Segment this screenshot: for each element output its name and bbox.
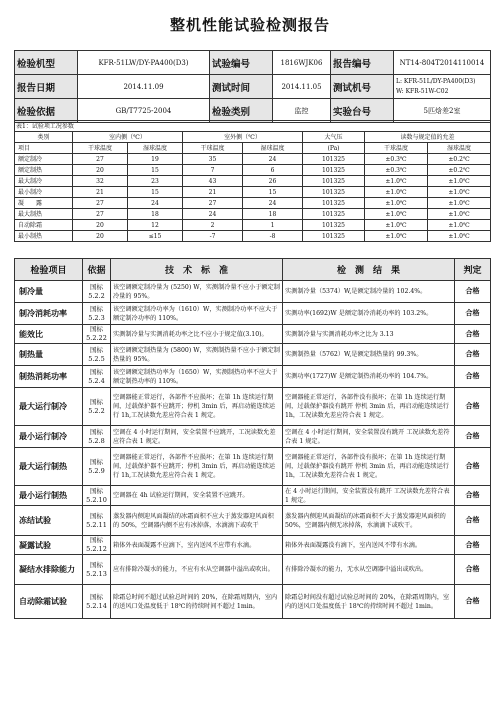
conditions-cell-out-dry: 24 bbox=[183, 209, 243, 220]
conditions-cell-pressure: 101325 bbox=[303, 187, 365, 198]
conditions-cell-name: 最小制冷 bbox=[15, 187, 73, 198]
conditions-cell-in-dry: 27 bbox=[73, 198, 128, 209]
result-standard: 实测制冷量与实测消耗功率之比不应小于规定值(3.10)。 bbox=[111, 325, 283, 344]
result-row bbox=[15, 486, 491, 506]
result-value: 有排除冷凝水的能力，无水从空调器中溢出或吹出。 bbox=[283, 555, 455, 585]
conditions-cell-name: 凝 露 bbox=[15, 198, 73, 209]
result-verdict: 合格 bbox=[455, 303, 491, 325]
conditions-cell-out-wet: 24 bbox=[243, 198, 303, 209]
conditions-cell-out-dry: 2 bbox=[183, 220, 243, 231]
conditions-cell-out-dry: -7 bbox=[183, 231, 243, 242]
model-label: 检验机型 bbox=[15, 51, 78, 75]
conditions-cell-tol-dry: ±0.3℃ bbox=[365, 165, 428, 176]
category-label: 检验类别 bbox=[210, 99, 273, 123]
conditions-cell-name: 最大制热 bbox=[15, 209, 73, 220]
basis-label: 检验依据 bbox=[15, 99, 78, 123]
conditions-col-tolerance: 读数与规定值的允差 bbox=[365, 132, 491, 143]
test-date-label: 测试时间 bbox=[210, 75, 273, 99]
conditions-cell-in-dry: 21 bbox=[73, 187, 128, 198]
conditions-cell-in-wet: ≤15 bbox=[128, 231, 183, 242]
result-value: 实测功率(1727)W 是额定制热消耗功率的 104.7%。 bbox=[283, 366, 455, 388]
result-basis: 国标 5.2.8 bbox=[83, 426, 111, 448]
conditions-cell-in-wet: 24 bbox=[128, 198, 183, 209]
conditions-cell-tol-dry: ±1.0℃ bbox=[365, 176, 428, 187]
result-standard: 空调器在 4h 试验运行期间，安全装置不应跳开。 bbox=[111, 486, 283, 506]
conditions-cell-in-dry: 20 bbox=[73, 220, 128, 231]
result-item: 制热消耗功率 bbox=[15, 366, 83, 388]
conditions-cell-name: 最小制热 bbox=[15, 231, 73, 242]
result-verdict: 合格 bbox=[455, 344, 491, 366]
result-row bbox=[15, 325, 491, 344]
results-col-standard: 技 术 标 准 bbox=[111, 259, 283, 281]
test-unit-indoor: L: KFR-51L/DY-PA400(D3) bbox=[396, 77, 476, 85]
conditions-cell-pressure: 101325 bbox=[303, 165, 365, 176]
result-value: 空调器能正常运行，各部件没有损坏；在第 1h 连续运行期间，过载保护器没有跳开 停机 3min 后，再启动能连续运行 1h，工况读数允差应符合表 1 规定。 bbox=[283, 388, 455, 426]
report-info-table bbox=[14, 50, 491, 123]
result-standard: 该空调额定制热功率为（1650）W，实测制热功率不应大于额定制热功率的 110%。 bbox=[111, 366, 283, 388]
conditions-caption: 表1：试验项工况参数 bbox=[15, 121, 491, 132]
result-row bbox=[15, 506, 491, 536]
result-row bbox=[15, 388, 491, 426]
conditions-cell-pressure: 101325 bbox=[303, 220, 365, 231]
conditions-cell-in-dry: 27 bbox=[73, 154, 128, 165]
conditions-cell-name: 额定制冷 bbox=[15, 154, 73, 165]
result-basis: 国标 5.2.9 bbox=[83, 448, 111, 486]
conditions-body bbox=[15, 154, 491, 242]
lab-label: 实验台号 bbox=[331, 99, 394, 123]
result-basis: 国标 5.2.13 bbox=[83, 555, 111, 585]
conditions-row bbox=[15, 231, 491, 242]
result-value: 实测制热量（5762）W,是额定制热量的 99.3%。 bbox=[283, 344, 455, 366]
result-row bbox=[15, 448, 491, 486]
conditions-cell-in-wet: 23 bbox=[128, 176, 183, 187]
result-row bbox=[15, 366, 491, 388]
conditions-col-item: 项目 bbox=[15, 143, 73, 154]
basis-value: GB/T7725-2004 bbox=[78, 99, 210, 123]
result-basis: 国标 5.2.12 bbox=[83, 536, 111, 555]
conditions-cell-pressure: 101325 bbox=[303, 209, 365, 220]
report-no-value: NT14-804T2014110014 bbox=[394, 51, 491, 75]
result-verdict: 合格 bbox=[455, 448, 491, 486]
result-basis: 国标 5.2.10 bbox=[83, 486, 111, 506]
test-date-value: 2014.11.05 bbox=[273, 75, 331, 99]
result-value: 在 4 小时运行期间，安全装置没有跳开 工况读数允差符合表 1 规定。 bbox=[283, 486, 455, 506]
conditions-cell-in-dry: 32 bbox=[73, 176, 128, 187]
result-item: 凝露试验 bbox=[15, 536, 83, 555]
conditions-row bbox=[15, 198, 491, 209]
indoor-dry-header: 干球温度 bbox=[73, 143, 128, 154]
conditions-cell-name: 额定制热 bbox=[15, 165, 73, 176]
conditions-cell-out-wet: 18 bbox=[243, 209, 303, 220]
result-item: 最大运行制热 bbox=[15, 448, 83, 486]
result-value: 箱体外表面凝露没有滴下，室内送风不带有水滴。 bbox=[283, 536, 455, 555]
conditions-table bbox=[14, 120, 491, 242]
result-basis: 国标 5.2.5 bbox=[83, 344, 111, 366]
result-basis: 国标 5.2.22 bbox=[83, 325, 111, 344]
conditions-cell-out-dry: 35 bbox=[183, 154, 243, 165]
conditions-cell-tol-wet: ±1.0℃ bbox=[428, 187, 491, 198]
results-col-basis: 依据 bbox=[83, 259, 111, 281]
report-no-label: 报告编号 bbox=[331, 51, 394, 75]
conditions-row bbox=[15, 154, 491, 165]
result-basis: 国标 5.2.2 bbox=[83, 388, 111, 426]
conditions-cell-in-wet: 18 bbox=[128, 209, 183, 220]
result-row bbox=[15, 555, 491, 585]
result-standard: 应有排除冷凝水的能力，不应有水从空调器中溢出或吹出。 bbox=[111, 555, 283, 585]
result-verdict: 合格 bbox=[455, 325, 491, 344]
outdoor-wet-header: 湿球温度 bbox=[243, 143, 303, 154]
result-standard: 空调在 4 小时运行期间，安全装置不应跳开，工况读数允差应符合表 1 规定。 bbox=[111, 426, 283, 448]
result-value: 实测制冷量与实测消耗功率之比为 3.13 bbox=[283, 325, 455, 344]
result-item: 最小运行制热 bbox=[15, 486, 83, 506]
conditions-cell-out-dry: 21 bbox=[183, 187, 243, 198]
result-item: 冻结试验 bbox=[15, 506, 83, 536]
result-basis: 国标 5.2.2 bbox=[83, 281, 111, 303]
conditions-col-outdoor: 室外侧（℃） bbox=[183, 132, 303, 143]
tolerance-dry-header: 干球温度 bbox=[365, 143, 428, 154]
conditions-cell-tol-wet: ±1.0℃ bbox=[428, 176, 491, 187]
test-no-value: 1816WJK06 bbox=[273, 51, 331, 75]
conditions-cell-name: 最大制冷 bbox=[15, 176, 73, 187]
conditions-cell-in-wet: 15 bbox=[128, 187, 183, 198]
result-basis: 国标 5.2.11 bbox=[83, 506, 111, 536]
results-col-verdict: 判定 bbox=[455, 259, 491, 281]
conditions-cell-pressure: 101325 bbox=[303, 176, 365, 187]
model-value: KFR-51LW/DY-PA400(D3) bbox=[78, 51, 210, 75]
conditions-cell-out-dry: 43 bbox=[183, 176, 243, 187]
lab-value: 5匹焓差2室 bbox=[394, 99, 491, 123]
conditions-cell-pressure: 101325 bbox=[303, 231, 365, 242]
result-verdict: 合格 bbox=[455, 426, 491, 448]
tolerance-wet-header: 湿球温度 bbox=[428, 143, 491, 154]
result-verdict: 合格 bbox=[455, 585, 491, 619]
result-item: 自动除霜试验 bbox=[15, 585, 83, 619]
result-standard: 除霜总时间不超过试验总时间的 20%，在除霜周期内，室内的送风口处温度低于 18℃的持续时间不超过 1min。 bbox=[111, 585, 283, 619]
result-row bbox=[15, 303, 491, 325]
report-title: 整机性能试验检测报告 bbox=[169, 16, 330, 34]
conditions-col-pressure: 大气压 bbox=[303, 132, 365, 143]
conditions-cell-tol-dry: ±1.0℃ bbox=[365, 209, 428, 220]
results-col-item: 检验项目 bbox=[15, 259, 83, 281]
conditions-cell-in-wet: 19 bbox=[128, 154, 183, 165]
result-item: 能效比 bbox=[15, 325, 83, 344]
result-standard: 空调器能正常运行，各部件不应损坏；在第 1h 连续运行期间，过载保护器不应跳开；停机 3min 后，再启动能连续运行 1h,工况读数允差应符合表 1 规定。 bbox=[111, 448, 283, 486]
conditions-cell-tol-wet: ±0.2℃ bbox=[428, 165, 491, 176]
conditions-cell-tol-dry: ±1.0℃ bbox=[365, 231, 428, 242]
result-standard: 蒸发器内侧迎风面凝结的冰霜面积不应大于蒸发器迎风面积的 50%，空调器内侧不应有冰掉落，水滴滴下或吹干 bbox=[111, 506, 283, 536]
result-item: 最小运行制冷 bbox=[15, 426, 83, 448]
conditions-cell-out-wet: 24 bbox=[243, 154, 303, 165]
conditions-cell-tol-wet: ±1.0℃ bbox=[428, 198, 491, 209]
conditions-row bbox=[15, 209, 491, 220]
result-item: 制冷量 bbox=[15, 281, 83, 303]
conditions-row bbox=[15, 165, 491, 176]
result-standard: 该空调额定制冷量为 (5250) W，实测制冷量不应小于额定制冷量的 95%。 bbox=[111, 281, 283, 303]
conditions-cell-out-dry: 7 bbox=[183, 165, 243, 176]
conditions-cell-name: 自动除霜 bbox=[15, 220, 73, 231]
conditions-col-indoor: 室内侧（℃） bbox=[73, 132, 183, 143]
conditions-cell-out-wet: 15 bbox=[243, 187, 303, 198]
results-table bbox=[14, 258, 491, 619]
result-row bbox=[15, 426, 491, 448]
conditions-cell-tol-dry: ±1.0℃ bbox=[365, 198, 428, 209]
conditions-cell-in-wet: 15 bbox=[128, 165, 183, 176]
result-verdict: 合格 bbox=[455, 555, 491, 585]
conditions-cell-tol-dry: ±1.0℃ bbox=[365, 220, 428, 231]
conditions-cell-tol-dry: ±1.0℃ bbox=[365, 187, 428, 198]
result-standard: 箱体外表面凝露不应滴下，室内送风不应带有水滴。 bbox=[111, 536, 283, 555]
result-item: 最大运行制冷 bbox=[15, 388, 83, 426]
result-value: 实测功率(1692)W 是额定制冷消耗功率的 103.2%。 bbox=[283, 303, 455, 325]
report-date-label: 报告日期 bbox=[15, 75, 78, 99]
result-row bbox=[15, 585, 491, 619]
conditions-cell-in-dry: 20 bbox=[73, 165, 128, 176]
conditions-cell-pressure: 101325 bbox=[303, 154, 365, 165]
conditions-cell-tol-wet: ±1.0℃ bbox=[428, 220, 491, 231]
conditions-cell-in-dry: 20 bbox=[73, 231, 128, 242]
report-date-value: 2014.11.09 bbox=[78, 75, 210, 99]
conditions-row bbox=[15, 176, 491, 187]
result-row bbox=[15, 281, 491, 303]
conditions-cell-tol-dry: ±0.3℃ bbox=[365, 154, 428, 165]
result-value: 实测制冷量（5374）W,是额定制冷量的 102.4%。 bbox=[283, 281, 455, 303]
result-item: 制热量 bbox=[15, 344, 83, 366]
result-value: 空调在 4 小时运行期间，安全装置没有跳开 工况读数允差符合表 1 规定。 bbox=[283, 426, 455, 448]
outdoor-dry-header: 干球温度 bbox=[183, 143, 243, 154]
test-unit-value bbox=[394, 75, 491, 99]
indoor-wet-header: 湿球温度 bbox=[128, 143, 183, 154]
test-unit-outdoor: W: KFR-51W-C02 bbox=[396, 87, 449, 95]
conditions-cell-tol-wet: ±1.0℃ bbox=[428, 209, 491, 220]
result-row bbox=[15, 536, 491, 555]
result-value: 空调器能正常运行，各部件没有损坏；在第 1h 连续运行期间，过载保护器没有跳开 停机 3min 后，再启动能连续运行 1h，工况读数允差符合表 1 规定。 bbox=[283, 448, 455, 486]
result-value: 除霜总时间没有超过试验总时间的 20%，在除霜周期内，室内的送风口处温度低于 18℃的持续时间不超过 1min。 bbox=[283, 585, 455, 619]
result-verdict: 合格 bbox=[455, 388, 491, 426]
result-item: 凝结水排除能力 bbox=[15, 555, 83, 585]
conditions-row bbox=[15, 187, 491, 198]
result-standard: 空调器能正常运行，各部件不应损坏；在第 1h 连续运行期间，过载保护器不应跳开；停机 3min 后，再启动能连续运行 1h,工况读数允差应符合表 1 规定。 bbox=[111, 388, 283, 426]
result-verdict: 合格 bbox=[455, 536, 491, 555]
result-basis: 国标 5.2.3 bbox=[83, 303, 111, 325]
result-item: 制冷消耗功率 bbox=[15, 303, 83, 325]
pressure-unit: (Pa) bbox=[303, 143, 365, 154]
conditions-cell-in-dry: 27 bbox=[73, 209, 128, 220]
conditions-cell-out-wet: 1 bbox=[243, 220, 303, 231]
conditions-cell-out-dry: 27 bbox=[183, 198, 243, 209]
conditions-cell-out-wet: -8 bbox=[243, 231, 303, 242]
result-verdict: 合格 bbox=[455, 281, 491, 303]
result-value: 蒸发器内侧迎风面凝结的冰霜面积不大于蒸发器迎风面积的 50%，空调器内侧无冰掉落，水滴滴下或吹干。 bbox=[283, 506, 455, 536]
test-no-label: 试验编号 bbox=[210, 51, 273, 75]
conditions-col-category: 类别 bbox=[15, 132, 73, 143]
test-unit-label: 测试机号 bbox=[331, 75, 394, 99]
result-row bbox=[15, 344, 491, 366]
result-basis: 国标 5.2.4 bbox=[83, 366, 111, 388]
conditions-cell-out-wet: 6 bbox=[243, 165, 303, 176]
result-basis: 国标 5.2.14 bbox=[83, 585, 111, 619]
result-standard: 该空调额定制冷功率为（1610）W，实测制冷功率不应大于额定制冷功率的 110%。 bbox=[111, 303, 283, 325]
result-verdict: 合格 bbox=[455, 486, 491, 506]
result-verdict: 合格 bbox=[455, 506, 491, 536]
conditions-cell-pressure: 101325 bbox=[303, 198, 365, 209]
results-body bbox=[15, 281, 491, 619]
conditions-cell-tol-wet: ±0.2℃ bbox=[428, 154, 491, 165]
result-standard: 该空调额定制热量为 (5800) W，实测制热量不应小于额定制热量的 95%。 bbox=[111, 344, 283, 366]
conditions-cell-in-wet: 12 bbox=[128, 220, 183, 231]
conditions-cell-out-wet: 26 bbox=[243, 176, 303, 187]
conditions-cell-tol-wet: ±1.0℃ bbox=[428, 231, 491, 242]
result-verdict: 合格 bbox=[455, 366, 491, 388]
conditions-row bbox=[15, 220, 491, 231]
category-value: 监控 bbox=[273, 99, 331, 123]
results-col-result: 检 测 结 果 bbox=[283, 259, 455, 281]
